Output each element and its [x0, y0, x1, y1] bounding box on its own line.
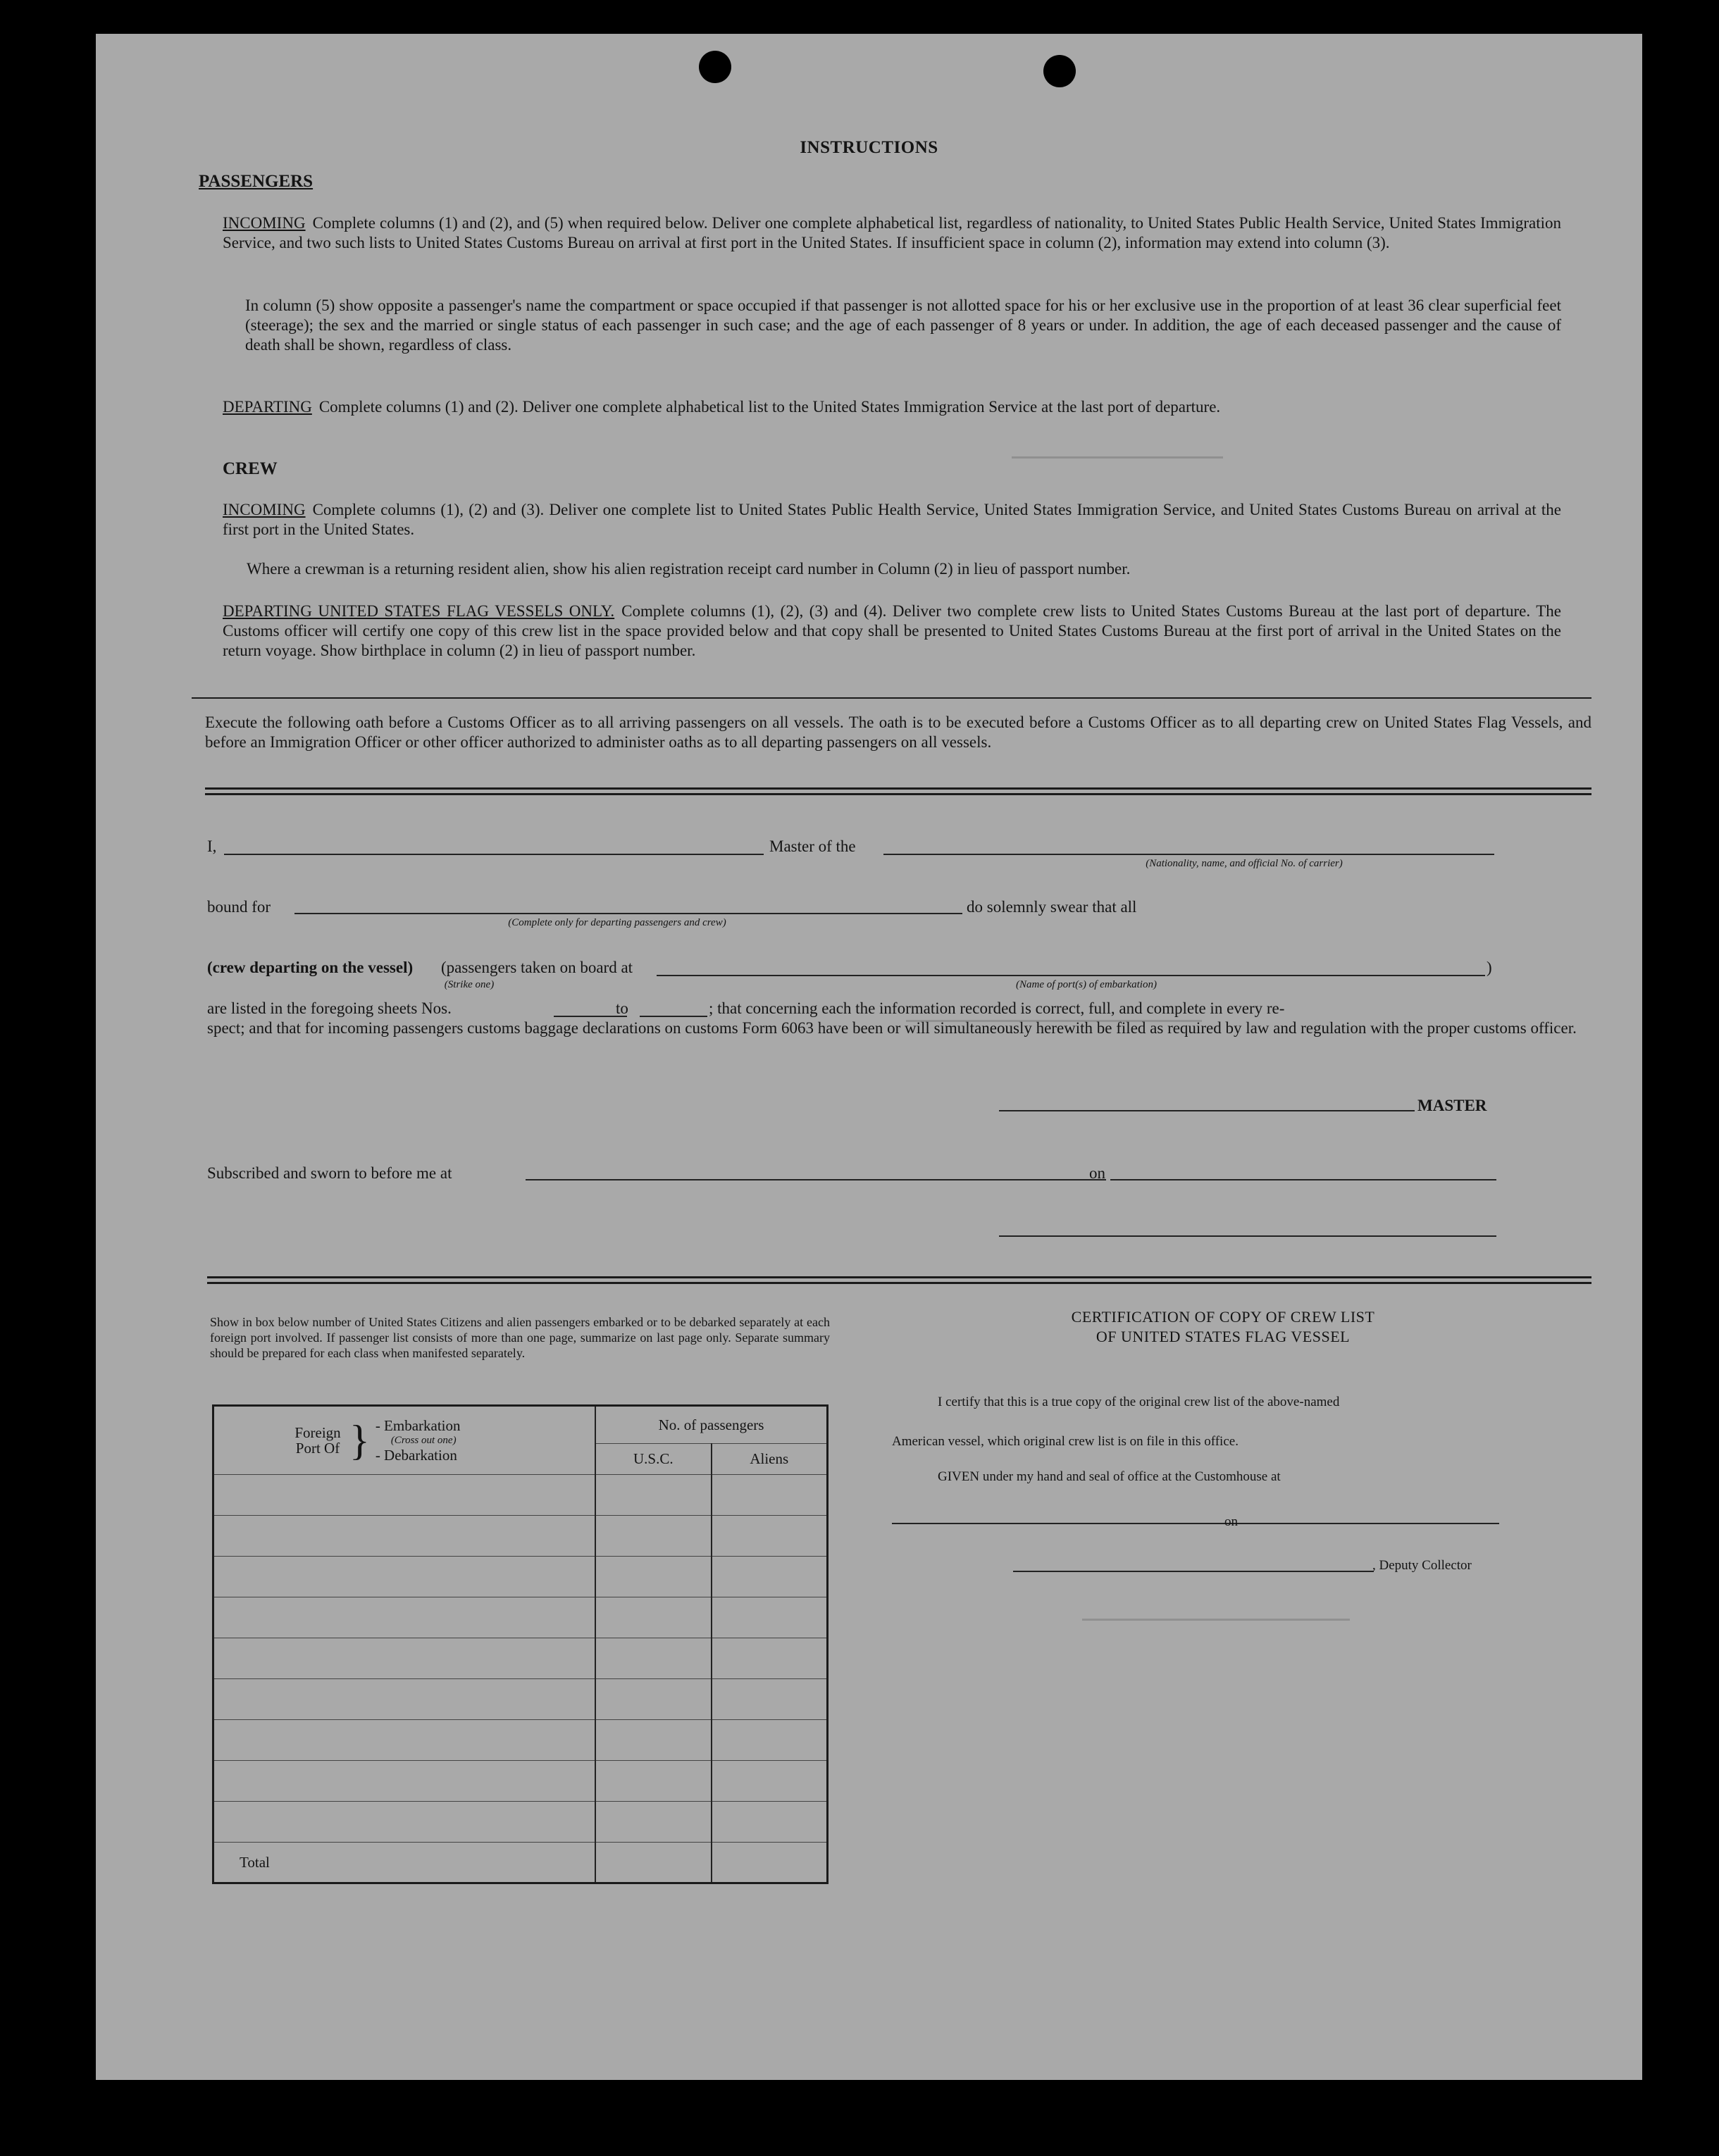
strike-one-caption: (Strike one)	[444, 979, 495, 990]
passengers-taken-option: (passengers taken on board at	[441, 959, 633, 976]
given-text: GIVEN under my hand and seal of office at the Customhouse at	[938, 1469, 1281, 1484]
punch-hole-right	[1043, 55, 1076, 87]
sworn-place-field[interactable]	[526, 1179, 1106, 1180]
sworn-date-field[interactable]	[1110, 1179, 1496, 1180]
ports-field[interactable]	[657, 975, 1485, 976]
certification-title	[976, 1307, 1470, 1347]
divider	[207, 1276, 1591, 1278]
summary-instructions: Show in box below number of United States Citizens and alien passengers embarked or to be debarked separately at each foreign port involved. If passenger list consists of more than one page, summarize on last page only. Separate summary should be prepared for each class when manifested separately.	[210, 1315, 830, 1360]
to-word: to	[616, 999, 628, 1017]
subscribed-label: Subscribed and sworn to before me at	[207, 1164, 452, 1182]
aliens-header: Aliens	[712, 1444, 828, 1475]
table-row[interactable]	[213, 1638, 828, 1679]
table-row[interactable]	[213, 1802, 828, 1843]
crew-departing: DEPARTING UNITED STATES FLAG VESSELS ONLY. Complete columns (1), (2), (3) and (4). Deliver two complete crew lists to United States Customs Bureau at the last port of departure. The Customs officer will certify one copy of this crew list in the space provided below and that copy shall be presented to United States Customs Bureau at the first port of arrival in the United States on the return voyage. Show birthplace in column (2) in lieu of passport number.	[223, 602, 1562, 659]
crew-departing-option: (crew departing on the vessel)	[207, 959, 414, 976]
divider	[207, 1282, 1591, 1284]
crew-incoming: INCOMING Complete columns (1), (2) and (3). Deliver one complete list to United States Public Health Service, United States Immigration Service, and United States Customs Bureau on arrival at the first port in the United States.	[223, 501, 1561, 538]
deputy-signature-field[interactable]	[1013, 1571, 1374, 1572]
foreign-port-of-label: Foreign Port Of	[294, 1424, 341, 1457]
certify-line-1: I certify that this is a true copy of the original crew list of the above-named	[938, 1395, 1340, 1409]
listed-text-continued: ; that concerning each the information recorded is correct, full, and complete in every re-	[709, 999, 1285, 1017]
divider	[205, 793, 1591, 795]
debarkation-option[interactable]: - Debarkation	[375, 1446, 457, 1464]
table-row[interactable]	[213, 1597, 828, 1638]
embarkation-option[interactable]: - Embarkation	[375, 1416, 461, 1434]
certification-title-line-2: OF UNITED STATES FLAG VESSEL	[1096, 1328, 1351, 1345]
master-name-field[interactable]	[224, 854, 764, 855]
listed-text-end: spect; and that for incoming passengers customs baggage declarations on customs Form 6063 have been or will simultaneously herewith be filed as required by law and regulation with the proper customs officer.	[207, 1019, 1577, 1037]
sheet-to-field[interactable]	[640, 1016, 707, 1017]
departing-label: DEPARTING	[223, 398, 312, 416]
total-label: Total	[213, 1843, 596, 1883]
officer-signature-field[interactable]	[999, 1235, 1496, 1237]
divider	[192, 697, 1591, 699]
oath-i-label: I,	[207, 837, 217, 855]
crew-incoming-label: INCOMING	[223, 501, 306, 518]
passengers-incoming: INCOMING Complete columns (1) and (2), and (5) when required below. Deliver one complete alphabetical list, regardless of nationality, to United States Public Health Service, United States Immigration Service, and two such lists to United States Customs Bureau on arrival at first port in the United States. If insufficient space in column (2), information may extend into column (3).	[223, 214, 1561, 251]
total-row[interactable]	[213, 1843, 828, 1883]
nationality-caption: (Nationality, name, and official No. of carrier)	[1146, 858, 1343, 869]
passenger-summary-table	[212, 1404, 829, 1884]
bleed-through-mark	[1082, 1619, 1350, 1626]
table-header-row	[213, 1406, 828, 1444]
instructions-title: INSTRUCTIONS	[800, 138, 938, 157]
bound-for-label: bound for	[207, 898, 271, 916]
master-label: MASTER	[1417, 1097, 1487, 1114]
usc-header: U.S.C.	[595, 1444, 711, 1475]
crew-departing-label: DEPARTING UNITED STATES FLAG VESSELS ONLY.	[223, 602, 615, 620]
oath-intro: Execute the following oath before a Customs Officer as to all arriving passengers on all vessels. The oath is to be executed before a Customs Officer as to all departing crew on United States Flag Vessels, and before an Immigration Officer or other officer authorized to administer oaths as to all departing passengers on all vessels.	[205, 714, 1591, 751]
carrier-field[interactable]	[883, 854, 1494, 855]
ports-caption: (Name of port(s) of embarkation)	[1016, 979, 1157, 990]
solemnly-swear-text: do solemnly swear that all	[967, 898, 1137, 916]
listed-sheets-text: are listed in the foregoing sheets Nos.	[207, 999, 452, 1017]
cert-on-label: on	[1224, 1514, 1238, 1529]
incoming-label: INCOMING	[223, 214, 306, 232]
crew-heading: CREW	[223, 459, 278, 478]
document-page	[96, 34, 1642, 2080]
bleed-through-mark	[1012, 456, 1223, 464]
punch-hole-left	[699, 51, 731, 83]
certification-title-line-1: CERTIFICATION OF COPY OF CREW LIST	[1071, 1308, 1375, 1326]
divider	[205, 787, 1591, 790]
complete-only-caption: (Complete only for departing passengers and crew)	[508, 917, 726, 928]
sworn-on-label: on	[1089, 1164, 1105, 1182]
deputy-collector-label: , Deputy Collector	[1372, 1558, 1472, 1573]
cross-out-caption: (Cross out one)	[390, 1434, 457, 1446]
table-row[interactable]	[213, 1557, 828, 1597]
close-paren: )	[1487, 959, 1492, 976]
table-row[interactable]	[213, 1516, 828, 1557]
master-signature-field[interactable]	[999, 1110, 1415, 1111]
resident-alien-note: Where a crewman is a returning resident alien, show his alien registration receipt card number in Column (2) in lieu of passport number.	[247, 560, 1131, 578]
no-of-passengers-header: No. of passengers	[595, 1406, 827, 1444]
table-row[interactable]	[213, 1720, 828, 1761]
brace: }	[349, 1417, 370, 1464]
bound-for-field[interactable]	[294, 913, 962, 914]
passengers-departing: DEPARTING Complete columns (1) and (2). Deliver one complete alphabetical list to the United States Immigration Service at the last port of departure.	[223, 398, 1221, 416]
table-row[interactable]	[213, 1679, 828, 1720]
cert-date-field[interactable]	[1246, 1523, 1499, 1524]
master-of-the-label: Master of the	[769, 837, 856, 855]
certify-line-2: American vessel, which original crew list is on file in this office.	[892, 1434, 1239, 1449]
foreign-port-header	[213, 1406, 596, 1475]
table-row[interactable]	[213, 1761, 828, 1802]
column5-instructions: In column (5) show opposite a passenger's name the compartment or space occupied if that passenger is not allotted space for his or her exclusive use in the proportion of at least 36 clear superficial feet (steerage); the sex and the married or single status of each passenger in such case; and the age of each passenger of 8 years or under. In addition, the age of each deceased passenger and the cause of death shall be shown, regardless of class.	[245, 297, 1561, 354]
table-row[interactable]	[213, 1475, 828, 1516]
passengers-heading: PASSENGERS	[199, 172, 314, 191]
